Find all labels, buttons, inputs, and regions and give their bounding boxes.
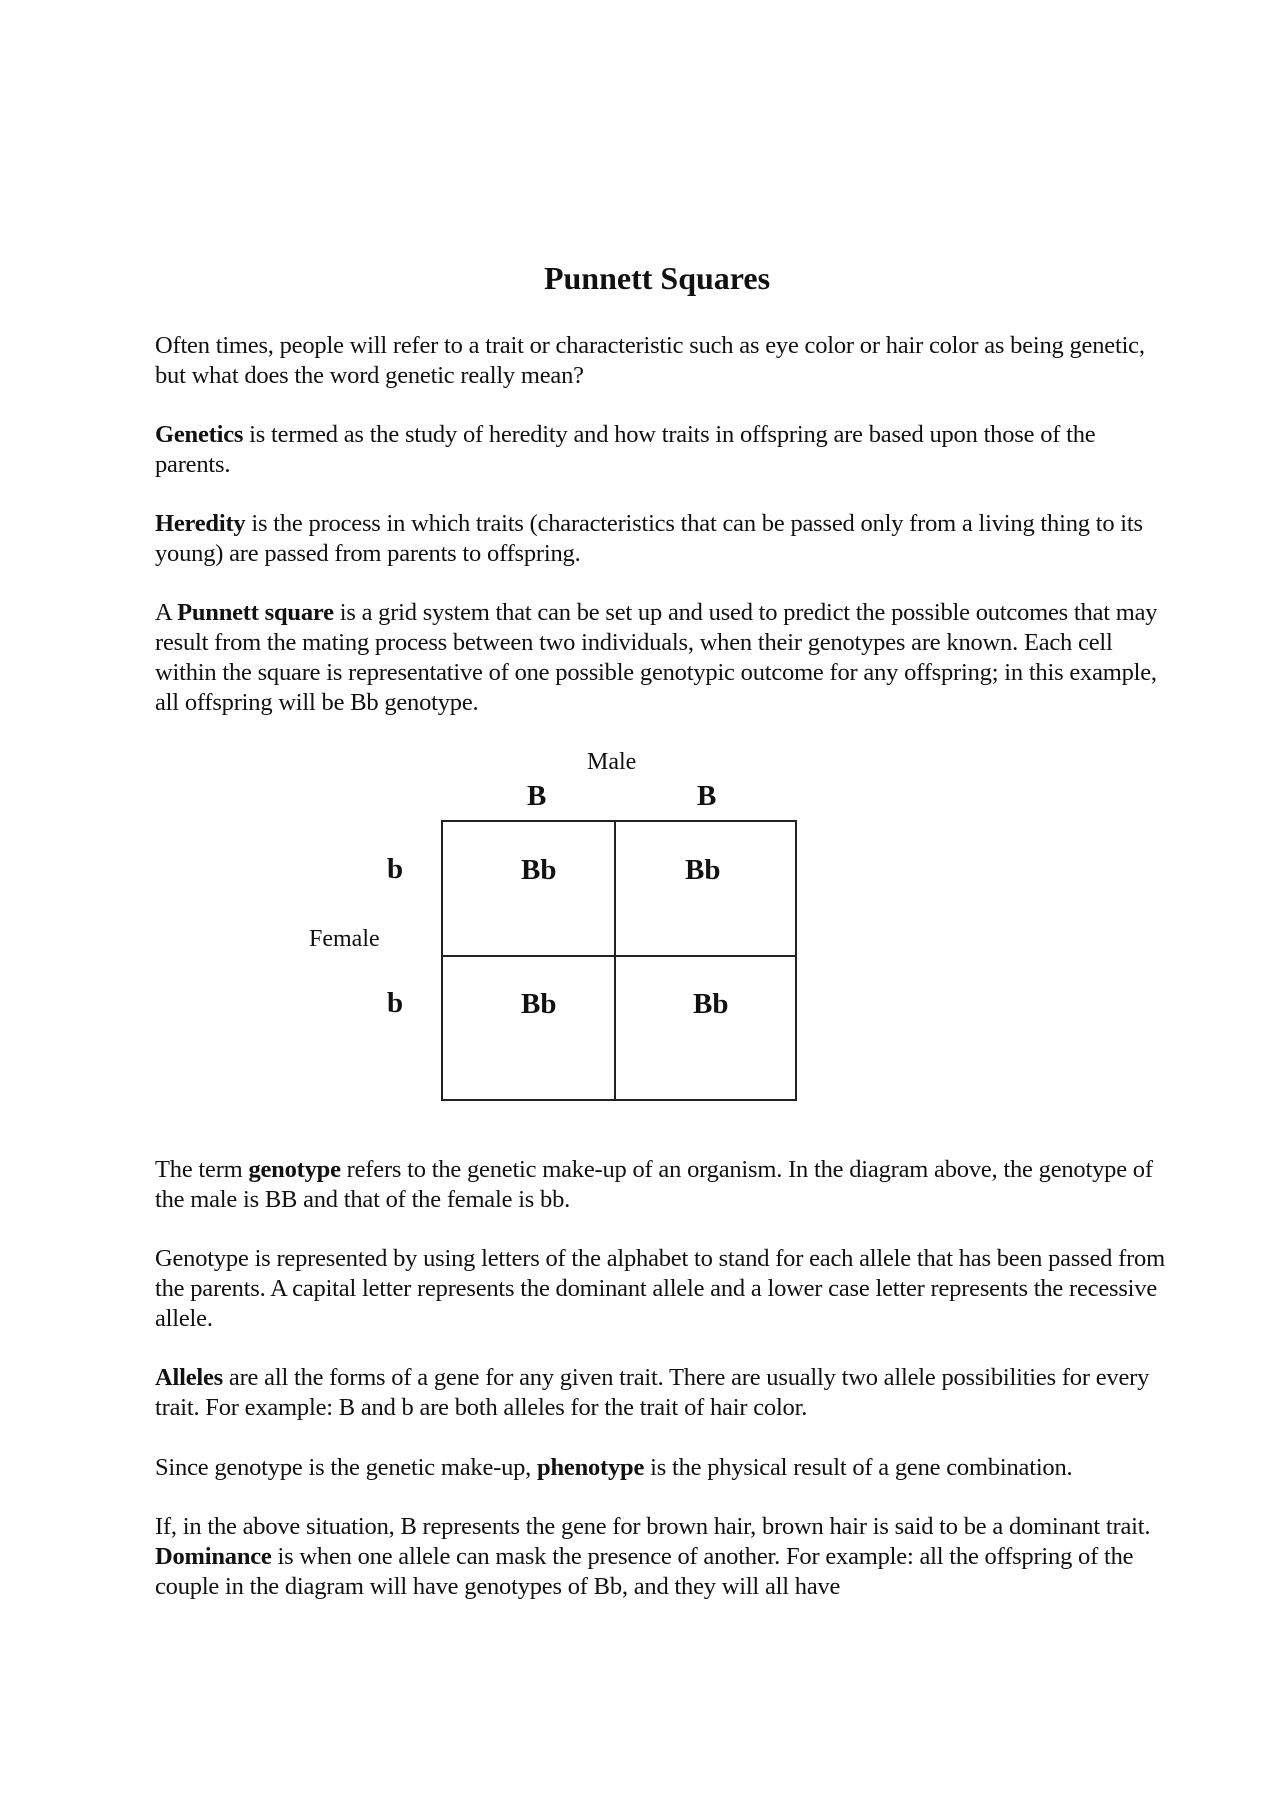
paragraph-genotype — [155, 1155, 1175, 1215]
paragraph-text: is termed as the study of heredity and how traits in offspring are based upon those of the parents. — [155, 421, 1096, 478]
term-highlight: Alleles — [155, 1364, 223, 1391]
paragraph-heredity — [155, 509, 1175, 569]
grid-divider-horizontal — [443, 955, 795, 957]
grid-cell-r1c1: Bb — [521, 854, 557, 886]
male-allele-1: B — [527, 780, 547, 812]
paragraph-text: is when one allele can mask the presence of another. For example: all the offspring of the couple in the diagram will have genotypes of Bb, and they will all have — [155, 1543, 1134, 1600]
paragraph-text: Often times, people will refer to a trait or characteristic such as eye color or hair color as being genetic, but what does the word genetic really mean? — [155, 332, 1145, 389]
female-label: Female — [309, 926, 380, 952]
paragraph-text: is the process in which traits (characteristics that can be passed only from a living thing to its young) are passed from parents to offspring. — [155, 510, 1143, 567]
term-highlight: Dominance — [155, 1543, 272, 1570]
male-allele-2: B — [697, 780, 717, 812]
term-highlight: genotype — [248, 1156, 341, 1183]
male-label: Male — [587, 749, 637, 775]
grid-cell-r1c2: Bb — [685, 854, 721, 886]
paragraph-text: If, in the above situation, B represents the gene for brown hair, brown hair is said to be a dominant trait. — [155, 1513, 1151, 1540]
female-allele-2: b — [387, 987, 404, 1019]
grid-cell-r2c1: Bb — [521, 988, 557, 1020]
paragraph-dominance — [155, 1512, 1175, 1602]
paragraph-intro — [155, 331, 1175, 391]
paragraph-punnett-square — [155, 598, 1175, 718]
term-highlight: Punnett square — [177, 599, 334, 626]
paragraph-text: Genotype is represented by using letters of the alphabet to stand for each allele that has been passed from the parents. A capital letter represents the dominant allele and a lower case letter represents the recessive allele. — [155, 1245, 1165, 1332]
paragraph-phenotype — [155, 1453, 1175, 1483]
term-highlight: Genetics — [155, 421, 244, 448]
page-title: Punnett Squares — [543, 260, 771, 296]
grid-divider-vertical — [614, 822, 616, 1099]
paragraph-text: is a grid system that can be set up and used to predict the possible outcomes that may result from the mating process between two individuals, when their genotypes are known. Each cell within the square is representative of one possible genotypic outcome for any offspring; in this example, all offspring will be Bb genotype. — [155, 599, 1158, 716]
term-highlight: Heredity — [155, 510, 246, 537]
term-highlight: phenotype — [537, 1454, 645, 1481]
paragraph-genotype-letters — [155, 1244, 1175, 1334]
paragraph-genetics — [155, 420, 1175, 480]
grid-cell-r2c2: Bb — [693, 988, 729, 1020]
paragraph-alleles — [155, 1363, 1175, 1423]
paragraph-text: refers to the genetic make-up of an organism. In the diagram above, the genotype of the male is BB and that of the female is bb. — [155, 1156, 1153, 1213]
female-allele-1: b — [387, 853, 404, 885]
paragraph-text: are all the forms of a gene for any given trait. There are usually two allele possibilities for every trait. For example: B and b are both alleles for the trait of hair color. — [155, 1364, 1150, 1421]
paragraph-text: A — [155, 599, 178, 626]
punnett-grid — [441, 820, 797, 1101]
paragraph-text: Since genotype is the genetic make-up, — [155, 1454, 538, 1481]
paragraph-text: The term — [155, 1156, 249, 1183]
paragraph-text: is the physical result of a gene combination. — [644, 1454, 1073, 1481]
